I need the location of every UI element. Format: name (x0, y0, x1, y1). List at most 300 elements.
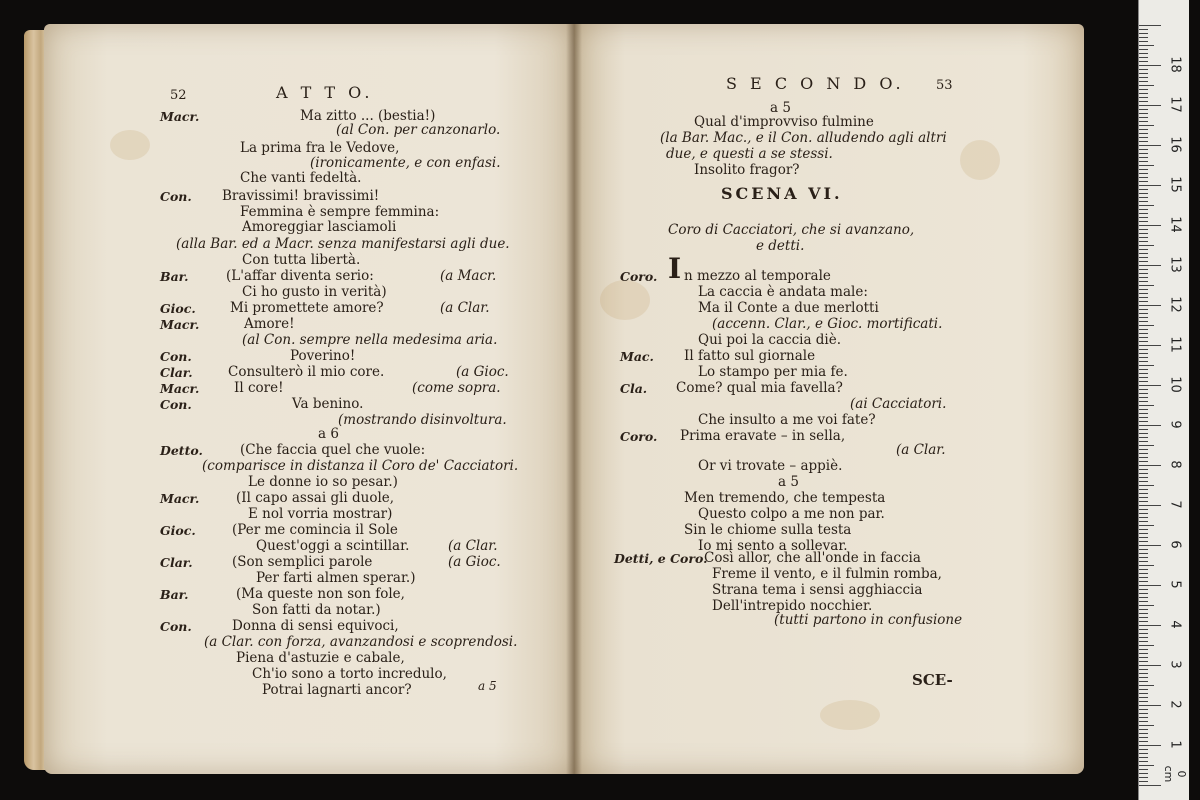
verse-line: Così allor, che all'onde in faccia (704, 550, 921, 566)
ruler-tick (1139, 321, 1148, 322)
ruler-tick (1139, 653, 1148, 654)
ruler-tick (1139, 217, 1148, 218)
ruler-tick (1139, 721, 1148, 722)
ruler-tick (1139, 229, 1148, 230)
speaker-label: Detti, e Coro. (614, 551, 708, 566)
ruler-tick (1139, 165, 1154, 166)
verse-line: Amoreggiar lasciamoli (242, 219, 397, 235)
verse-line: Qui poi la caccia diè. (698, 332, 842, 348)
ruler-tick (1139, 125, 1154, 126)
ruler-tick (1139, 205, 1154, 206)
ruler-number: 5 (1167, 580, 1183, 589)
ruler-number: 3 (1167, 660, 1183, 669)
ruler-tick (1139, 417, 1148, 418)
verse-line: Con tutta libertà. (242, 252, 361, 268)
ruler-number: 18 (1167, 56, 1183, 73)
scene-title: SCENA VI. (721, 184, 843, 203)
speaker-label: Macr. (160, 491, 200, 506)
ruler-tick (1139, 141, 1148, 142)
ruler-tick (1139, 621, 1148, 622)
verse-line: Ci ho gusto in verità) (242, 284, 387, 300)
ruler-tick (1139, 361, 1148, 362)
verse-line: Sin le chiome sulla testa (684, 522, 852, 538)
ruler-tick (1139, 81, 1148, 82)
ruler-tick (1139, 453, 1148, 454)
ruler-number: 15 (1167, 176, 1183, 193)
catchword: SCE- (912, 671, 953, 689)
verse-line: Potrai lagnarti ancor? (262, 682, 412, 698)
ruler-tick (1139, 277, 1148, 278)
speaker-label: Mac. (620, 349, 654, 364)
ruler-number: 14 (1167, 216, 1183, 233)
ruler-tick (1139, 41, 1148, 42)
ruler-tick (1139, 285, 1154, 286)
ruler-number: 16 (1167, 136, 1183, 153)
verse-line: (tutti partono in confusione (774, 612, 963, 628)
verse-line: Insolito fragor? (694, 162, 800, 178)
ruler-tick (1139, 777, 1148, 778)
ruler-tick (1139, 709, 1148, 710)
ruler-tick (1139, 149, 1148, 150)
verse-line: (ai Cacciatori. (850, 396, 947, 412)
ruler-tick (1139, 389, 1148, 390)
ruler-tick (1139, 113, 1148, 114)
ruler-number: 10 (1167, 376, 1183, 393)
ruler-tick (1139, 741, 1148, 742)
ruler-tick (1139, 189, 1148, 190)
ruler-tick (1139, 329, 1148, 330)
speaker-label: Coro. (620, 429, 658, 444)
running-head: A T T O. (276, 83, 374, 102)
ruler-tick (1139, 409, 1148, 410)
verse-line: Mi promettete amore? (230, 300, 384, 316)
ruler-tick (1139, 385, 1161, 386)
verse-line: Femmina è sempre femmina: (240, 204, 440, 220)
ruler-tick (1139, 633, 1148, 634)
verse-line: Qual d'improvviso fulmine (694, 114, 874, 130)
verse-line: (al Con. sempre nella medesima aria. (242, 332, 498, 348)
verse-line: (Ma queste non son fole, (236, 586, 405, 602)
ruler-tick (1139, 289, 1148, 290)
ruler-tick (1139, 617, 1148, 618)
ruler-tick (1139, 517, 1148, 518)
ruler-tick (1139, 729, 1148, 730)
verse-line: (a Clar. (896, 442, 946, 458)
ruler-tick (1139, 225, 1161, 226)
ruler-tick (1139, 585, 1161, 586)
verse-line: (Son semplici parole (232, 554, 373, 570)
ruler-tick (1139, 441, 1148, 442)
ruler-tick (1139, 45, 1154, 46)
ruler-tick (1139, 693, 1148, 694)
ruler-tick (1139, 249, 1148, 250)
ruler-tick (1139, 765, 1154, 766)
ruler-tick (1139, 589, 1148, 590)
verse-line: (al Con. per canzonarlo. (336, 122, 501, 138)
ruler-tick (1139, 405, 1154, 406)
ruler-tick (1139, 309, 1148, 310)
verse-line: Poverino! (290, 348, 356, 364)
stain (600, 280, 650, 320)
verse-line: Freme il vento, e il fulmin romba, (712, 566, 942, 582)
speaker-label: Gioc. (160, 301, 196, 316)
verse-line: Quest'oggi a scintillar. (256, 538, 410, 554)
ruler-tick (1139, 293, 1148, 294)
ruler-tick (1139, 269, 1148, 270)
scene-description: e detti. (756, 238, 805, 254)
ruler-tick (1139, 261, 1148, 262)
ruler-tick (1139, 445, 1154, 446)
ruler-tick (1139, 221, 1148, 222)
ruler-tick (1139, 605, 1154, 606)
ruler-tick (1139, 233, 1148, 234)
verse-line: Or vi trovate – appiè. (698, 458, 843, 474)
verse-line: Come? qual mia favella? (676, 380, 843, 396)
ruler-tick (1139, 297, 1148, 298)
ruler-tick (1139, 685, 1154, 686)
stage-aside: (a Gioc. (448, 554, 501, 570)
verse-line: Donna di sensi equivoci, (232, 618, 399, 634)
ruler-tick (1139, 553, 1148, 554)
speaker-label: Coro. (620, 269, 658, 284)
ruler-tick (1139, 753, 1148, 754)
ruler-tick (1139, 493, 1148, 494)
ruler-tick (1139, 337, 1148, 338)
ruler-tick (1139, 117, 1148, 118)
verse-line: (mostrando disinvoltura. (338, 412, 507, 428)
verse-line: Io mi sento a sollevar. (698, 538, 848, 554)
ruler-tick (1139, 669, 1148, 670)
ruler-tick (1139, 97, 1148, 98)
ruler-tick (1139, 377, 1148, 378)
speaker-label: Clar. (160, 365, 193, 380)
verse-line: Lo stampo per mia fe. (698, 364, 848, 380)
speaker-label: Macr. (160, 109, 200, 124)
ruler-tick (1139, 689, 1148, 690)
ruler-tick (1139, 541, 1148, 542)
verse-line: (ironicamente, e con enfasi. (310, 155, 501, 171)
running-head: S E C O N D O. (726, 74, 905, 93)
ruler-tick (1139, 397, 1148, 398)
verse-line: La caccia è andata male: (698, 284, 868, 300)
speaker-label: Macr. (160, 381, 200, 396)
ruler-tick (1139, 677, 1148, 678)
verse-line: Le donne io so pesar.) (248, 474, 398, 490)
ruler-number: 8 (1167, 460, 1183, 469)
verse-line: Amore! (244, 316, 295, 332)
ruler-tick (1139, 341, 1148, 342)
verse-line: (Che faccia quel che vuole: (240, 442, 426, 458)
page-number: 53 (936, 78, 953, 93)
ruler-tick (1139, 625, 1161, 626)
verse-line: a 5 (778, 474, 799, 490)
ruler-tick (1139, 173, 1148, 174)
ruler-tick (1139, 525, 1154, 526)
verse-line: Men tremendo, che tempesta (684, 490, 886, 506)
ruler-tick (1139, 253, 1148, 254)
ruler-tick (1139, 25, 1161, 26)
verse-line: a 6 (318, 426, 339, 442)
stain (110, 130, 150, 160)
verse-line: E nol vorria mostrar) (248, 506, 393, 522)
ruler-tick (1139, 569, 1148, 570)
ruler-tick (1139, 85, 1154, 86)
ruler-tick (1139, 577, 1148, 578)
verse-line: (L'affar diventa serio: (226, 268, 374, 284)
ruler-tick (1139, 49, 1148, 50)
ruler-tick (1139, 433, 1148, 434)
ruler-tick (1139, 349, 1148, 350)
scene-description: Coro di Cacciatori, che si avanzano, (668, 222, 915, 238)
ruler-tick (1139, 705, 1161, 706)
ruler-tick (1139, 121, 1148, 122)
speaker-label: Macr. (160, 317, 200, 332)
ruler-tick (1139, 53, 1148, 54)
ruler-tick (1139, 61, 1148, 62)
ruler-tick (1139, 333, 1148, 334)
ruler-tick (1139, 353, 1148, 354)
ruler-tick (1139, 561, 1148, 562)
ruler-tick (1139, 645, 1154, 646)
gutter (566, 24, 582, 774)
verse-line: (accenn. Clar., e Gioc. mortificati. (712, 316, 943, 332)
ruler-tick (1139, 521, 1148, 522)
ruler-tick (1139, 649, 1148, 650)
ruler-tick (1139, 637, 1148, 638)
verse-line: (Il capo assai gli duole, (236, 490, 395, 506)
verse-line: Che vanti fedeltà. (240, 170, 362, 186)
ruler-tick (1139, 613, 1148, 614)
ruler-tick (1139, 357, 1148, 358)
stage-aside: (a Clar. (440, 300, 490, 316)
verse-line: Ch'io sono a torto incredulo, (252, 666, 447, 682)
ruler-tick (1139, 257, 1148, 258)
ruler-tick (1139, 365, 1154, 366)
ruler-tick (1139, 701, 1148, 702)
ruler-tick (1139, 325, 1154, 326)
verse-line: a 5 (770, 100, 791, 116)
ruler-tick (1139, 169, 1148, 170)
ruler-tick (1139, 641, 1148, 642)
ruler-tick (1139, 717, 1148, 718)
ruler-tick (1139, 281, 1148, 282)
verse-line: (comparisce in distanza il Coro de' Cacciatori. (202, 458, 519, 474)
verse-line: Son fatti da notar.) (252, 602, 381, 618)
ruler-tick (1139, 273, 1148, 274)
ruler-number: 2 (1167, 700, 1183, 709)
stage-aside: (a Clar. (448, 538, 498, 554)
ruler-tick (1139, 89, 1148, 90)
verse-line: La prima fra le Vedove, (240, 140, 400, 156)
verse-line: (a Clar. con forza, avanzandosi e scoprendosi. (204, 634, 518, 650)
ruler-number: 7 (1167, 500, 1183, 509)
ruler-tick (1139, 505, 1161, 506)
ruler-tick (1139, 457, 1148, 458)
ruler-tick (1139, 201, 1148, 202)
verse-line: Per farti almen sperar.) (256, 570, 416, 586)
verse-line: (Per me comincia il Sole (232, 522, 398, 538)
speaker-label: Con. (160, 349, 192, 364)
verse-line: Questo colpo a me non par. (698, 506, 885, 522)
ruler-tick (1139, 769, 1148, 770)
ruler-tick (1139, 537, 1148, 538)
ruler-tick (1139, 313, 1148, 314)
ruler-tick (1139, 137, 1148, 138)
stage-aside: (a Gioc. (456, 364, 509, 380)
ruler-tick (1139, 93, 1148, 94)
ruler-tick (1139, 781, 1148, 782)
ruler-tick (1139, 601, 1148, 602)
verse-line: Ma il Conte a due merlotti (698, 300, 879, 316)
ruler-number: 12 (1167, 296, 1183, 313)
ruler-tick (1139, 725, 1154, 726)
ruler-tick (1139, 501, 1148, 502)
ruler-tick (1139, 177, 1148, 178)
ruler-tick (1139, 145, 1161, 146)
verse-line: Strana tema i sensi agghiaccia (712, 582, 923, 598)
ruler-tick (1139, 661, 1148, 662)
ruler-number: 13 (1167, 256, 1183, 273)
verse-line: (alla Bar. ed a Macr. senza manifestarsi agli due. (176, 236, 510, 252)
ruler-tick (1139, 581, 1148, 582)
ruler-tick (1139, 609, 1148, 610)
ruler-tick (1139, 153, 1148, 154)
speaker-label: Con. (160, 619, 192, 634)
ruler-tick (1139, 745, 1161, 746)
ruler-tick (1139, 673, 1148, 674)
catchword: a 5 (478, 679, 497, 693)
ruler-tick (1139, 757, 1148, 758)
verse-line: Il fatto sul giornale (684, 348, 816, 364)
ruler-tick (1139, 373, 1148, 374)
verse-line: (la Bar. Mac., e il Con. alludendo agli altri (660, 130, 947, 146)
speaker-label: Con. (160, 397, 192, 412)
ruler-tick (1139, 237, 1148, 238)
ruler-tick (1139, 425, 1161, 426)
ruler-tick (1139, 429, 1148, 430)
ruler-tick (1139, 301, 1148, 302)
ruler-tick (1139, 449, 1148, 450)
ruler-tick (1139, 533, 1148, 534)
ruler-tick (1139, 305, 1161, 306)
ruler-tick (1139, 485, 1154, 486)
speaker-label: Bar. (160, 587, 189, 602)
ruler-tick (1139, 545, 1161, 546)
ruler-tick (1139, 657, 1148, 658)
ruler-tick (1139, 761, 1148, 762)
verse-line: due, e questi a se stessi. (666, 146, 833, 162)
ruler-tick (1139, 497, 1148, 498)
ruler-tick (1139, 265, 1161, 266)
ruler-tick (1139, 529, 1148, 530)
stain (820, 700, 880, 730)
ruler-tick (1139, 733, 1148, 734)
ruler-tick (1139, 317, 1148, 318)
ruler-tick (1139, 161, 1148, 162)
drop-cap: I (668, 252, 682, 285)
ruler-tick (1139, 629, 1148, 630)
ruler-tick (1139, 413, 1148, 414)
stage-aside: (come sopra. (412, 380, 501, 396)
ruler-tick (1139, 193, 1148, 194)
ruler-tick (1139, 557, 1148, 558)
ruler-tick (1139, 133, 1148, 134)
ruler-tick (1139, 65, 1161, 66)
ruler-tick (1139, 105, 1161, 106)
ruler-tick (1139, 489, 1148, 490)
measuring-ruler (1138, 0, 1189, 800)
ruler-tick (1139, 345, 1161, 346)
ruler-tick (1139, 513, 1148, 514)
ruler-tick (1139, 461, 1148, 462)
stage-aside: (a Macr. (440, 268, 497, 284)
ruler-tick (1139, 109, 1148, 110)
ruler-tick (1139, 713, 1148, 714)
ruler-tick (1139, 369, 1148, 370)
ruler-tick (1139, 509, 1148, 510)
ruler-number: 17 (1167, 96, 1183, 113)
ruler-tick (1139, 421, 1148, 422)
ruler-tick (1139, 549, 1148, 550)
speaker-label: Detto. (160, 443, 203, 458)
verse-line: Il core! (234, 380, 284, 396)
ruler-tick (1139, 481, 1148, 482)
ruler-number: 4 (1167, 620, 1183, 629)
verse-line: n mezzo al temporale (684, 268, 831, 284)
verse-line: Ma zitto ... (bestia!) (300, 108, 436, 124)
ruler-tick (1139, 665, 1161, 666)
ruler-tick (1139, 381, 1148, 382)
ruler-tick (1139, 33, 1148, 34)
verse-line: Va benino. (292, 396, 364, 412)
speaker-label: Gioc. (160, 523, 196, 538)
ruler-tick (1139, 737, 1148, 738)
verse-line: Consulterò il mio core. (228, 364, 385, 380)
ruler-tick (1139, 101, 1148, 102)
ruler-tick (1139, 29, 1148, 30)
page-number: 52 (170, 88, 187, 103)
ruler-number: 11 (1167, 336, 1183, 353)
stain (960, 140, 1000, 180)
verse-line: Piena d'astuzie e cabale, (236, 650, 405, 666)
ruler-tick (1139, 473, 1148, 474)
speaker-label: Cla. (620, 381, 648, 396)
verse-line: Prima eravate – in sella, (680, 428, 846, 444)
ruler-tick (1139, 181, 1148, 182)
ruler-tick (1139, 565, 1154, 566)
speaker-label: Clar. (160, 555, 193, 570)
ruler-tick (1139, 157, 1148, 158)
ruler-tick (1139, 77, 1148, 78)
ruler-tick (1139, 749, 1148, 750)
ruler-tick (1139, 69, 1148, 70)
ruler-tick (1139, 697, 1148, 698)
ruler-tick (1139, 477, 1148, 478)
ruler-tick (1139, 773, 1148, 774)
ruler-tick (1139, 129, 1148, 130)
ruler-number: 1 (1167, 740, 1183, 749)
ruler-tick (1139, 597, 1148, 598)
ruler-tick (1139, 573, 1148, 574)
ruler-tick (1139, 197, 1148, 198)
speaker-label: Con. (160, 189, 192, 204)
ruler-tick (1139, 593, 1148, 594)
ruler-tick (1139, 785, 1161, 786)
ruler-tick (1139, 393, 1148, 394)
ruler-tick (1139, 465, 1161, 466)
ruler-tick (1139, 209, 1148, 210)
ruler-tick (1139, 57, 1148, 58)
